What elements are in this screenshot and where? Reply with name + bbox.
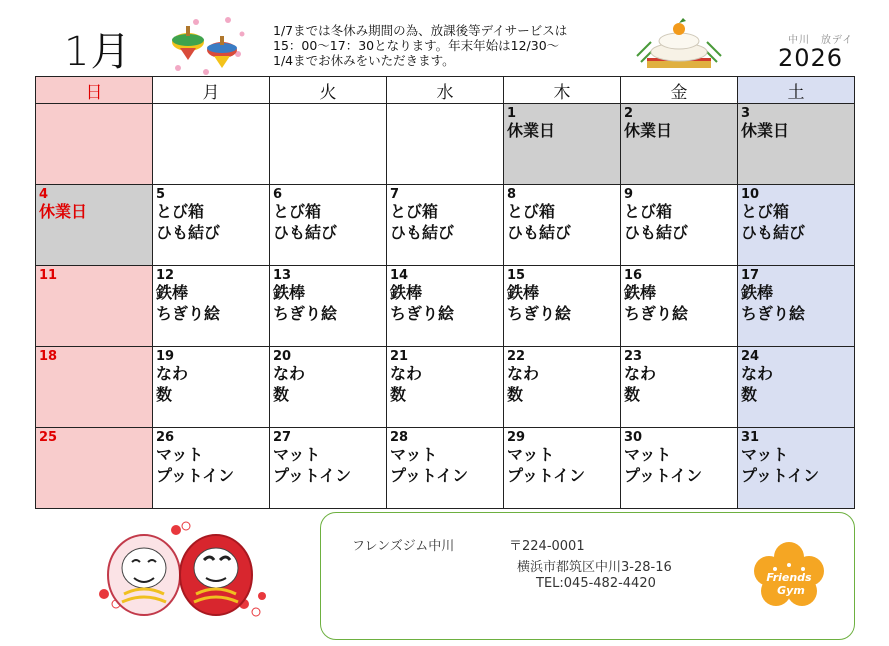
day-number: 23 bbox=[624, 349, 643, 364]
activity-label: マット bbox=[741, 445, 789, 464]
subtitle: 中川 放デイ bbox=[788, 35, 854, 46]
activity-label: 鉄棒 bbox=[390, 283, 423, 302]
spinning-tops-icon bbox=[166, 14, 250, 76]
day-number: 12 bbox=[156, 268, 175, 283]
activity-label: ちぎり絵 bbox=[624, 304, 689, 323]
kagami-mochi-icon bbox=[633, 12, 725, 74]
day-number: 14 bbox=[390, 268, 409, 283]
contact-info-box bbox=[320, 512, 855, 640]
calendar-day-cell bbox=[504, 347, 621, 428]
activity-label: 数 bbox=[507, 385, 524, 404]
calendar-day-cell bbox=[504, 266, 621, 347]
activity-label: 数 bbox=[624, 385, 641, 404]
calendar-day-cell bbox=[504, 428, 621, 509]
day-number: 29 bbox=[507, 430, 526, 445]
activity-label: プットイン bbox=[390, 466, 469, 485]
day-number: 8 bbox=[507, 187, 517, 202]
day-number: 3 bbox=[741, 106, 751, 121]
activity-label: ひも結び bbox=[507, 223, 572, 242]
weekday-mon: 月 bbox=[153, 77, 270, 104]
activity-label: マット bbox=[273, 445, 321, 464]
logo-text-friends: Friends bbox=[766, 571, 812, 584]
calendar-day-cell bbox=[504, 185, 621, 266]
activity-label: とび箱 bbox=[273, 202, 322, 221]
calendar-day-cell bbox=[738, 104, 855, 185]
calendar-day-cell bbox=[738, 266, 855, 347]
day-number: 28 bbox=[390, 430, 409, 445]
calendar-day-cell bbox=[36, 347, 153, 428]
activity-label: マット bbox=[507, 445, 555, 464]
day-number: 30 bbox=[624, 430, 643, 445]
day-number: 21 bbox=[390, 349, 409, 364]
closed-label: 休業日 bbox=[741, 121, 790, 140]
day-number: 19 bbox=[156, 349, 175, 364]
daruma-icon bbox=[94, 520, 269, 620]
day-number: 1 bbox=[507, 106, 517, 121]
calendar-day-cell bbox=[36, 266, 153, 347]
activity-label: なわ bbox=[624, 364, 657, 383]
day-number: 10 bbox=[741, 187, 760, 202]
activity-label: プットイン bbox=[507, 466, 586, 485]
address: 横浜市都筑区中川3-28-16 bbox=[517, 560, 672, 575]
activity-label: ちぎり絵 bbox=[741, 304, 806, 323]
activity-label: マット bbox=[624, 445, 672, 464]
activity-label: ちぎり絵 bbox=[156, 304, 221, 323]
calendar-day-cell bbox=[621, 104, 738, 185]
day-number: 31 bbox=[741, 430, 760, 445]
calendar-day-cell bbox=[270, 266, 387, 347]
calendar-day-cell bbox=[270, 347, 387, 428]
calendar-day-cell bbox=[270, 104, 387, 185]
weekday-thu: 木 bbox=[504, 77, 621, 104]
calendar-day-cell bbox=[36, 104, 153, 185]
activity-label: とび箱 bbox=[624, 202, 673, 221]
day-number: 17 bbox=[741, 268, 760, 283]
calendar-day-cell bbox=[270, 185, 387, 266]
activity-label: プットイン bbox=[273, 466, 352, 485]
calendar-day-cell bbox=[153, 347, 270, 428]
activity-label: なわ bbox=[156, 364, 189, 383]
activity-label: 鉄棒 bbox=[741, 283, 774, 302]
calendar-day-cell bbox=[36, 185, 153, 266]
weekday-fri: 金 bbox=[621, 77, 738, 104]
year: 2026 bbox=[778, 44, 844, 72]
day-number: 7 bbox=[390, 187, 400, 202]
day-number: 18 bbox=[39, 349, 58, 364]
activity-label: 数 bbox=[156, 385, 173, 404]
activity-label: 鉄棒 bbox=[507, 283, 540, 302]
calendar-table bbox=[35, 76, 855, 509]
activity-label: 鉄棒 bbox=[624, 283, 657, 302]
calendar-day-cell bbox=[153, 185, 270, 266]
day-number: 5 bbox=[156, 187, 166, 202]
friends-gym-logo bbox=[749, 541, 829, 609]
activity-label: なわ bbox=[507, 364, 540, 383]
weekday-wed: 水 bbox=[387, 77, 504, 104]
activity-label: プットイン bbox=[741, 466, 820, 485]
day-number: 9 bbox=[624, 187, 634, 202]
gym-name: フレンズジム中川 bbox=[352, 539, 455, 554]
closed-label: 休業日 bbox=[39, 202, 88, 221]
activity-label: なわ bbox=[741, 364, 774, 383]
activity-label: ひも結び bbox=[156, 223, 221, 242]
activity-label: ちぎり絵 bbox=[507, 304, 572, 323]
calendar-day-cell bbox=[153, 104, 270, 185]
activity-label: ひも結び bbox=[741, 223, 806, 242]
day-number: 22 bbox=[507, 349, 526, 364]
telephone: TEL:045-482-4420 bbox=[536, 576, 656, 591]
logo-text-gym: Gym bbox=[777, 584, 805, 597]
calendar-day-cell bbox=[504, 104, 621, 185]
weekday-header-row bbox=[36, 77, 855, 104]
day-number: 26 bbox=[156, 430, 175, 445]
weekday-tue: 火 bbox=[270, 77, 387, 104]
calendar-day-cell bbox=[738, 185, 855, 266]
activity-label: マット bbox=[390, 445, 438, 464]
activity-label: とび箱 bbox=[390, 202, 439, 221]
calendar-day-cell bbox=[270, 428, 387, 509]
activity-label: プットイン bbox=[624, 466, 703, 485]
calendar-day-cell bbox=[387, 185, 504, 266]
day-number: 25 bbox=[39, 430, 58, 445]
activity-label: 数 bbox=[390, 385, 407, 404]
activity-label: マット bbox=[156, 445, 204, 464]
day-number: 16 bbox=[624, 268, 643, 283]
closed-label: 休業日 bbox=[624, 121, 673, 140]
activity-label: ひも結び bbox=[273, 223, 338, 242]
calendar-week-row bbox=[36, 428, 855, 509]
closed-label: 休業日 bbox=[507, 121, 556, 140]
activity-label: プットイン bbox=[156, 466, 235, 485]
day-number: 20 bbox=[273, 349, 292, 364]
calendar-day-cell bbox=[387, 428, 504, 509]
calendar-week-row bbox=[36, 185, 855, 266]
day-number: 24 bbox=[741, 349, 760, 364]
activity-label: 鉄棒 bbox=[273, 283, 306, 302]
activity-label: 鉄棒 bbox=[156, 283, 189, 302]
calendar-day-cell bbox=[738, 428, 855, 509]
activity-label: 数 bbox=[273, 385, 290, 404]
activity-label: 数 bbox=[741, 385, 758, 404]
day-number: 2 bbox=[624, 106, 634, 121]
day-number: 4 bbox=[39, 187, 49, 202]
day-number: 11 bbox=[39, 268, 58, 283]
calendar-day-cell bbox=[153, 266, 270, 347]
calendar-day-cell bbox=[621, 428, 738, 509]
activity-label: とび箱 bbox=[741, 202, 790, 221]
notice-text: 1/7までは冬休み期間の為、放課後等デイサービスは 15：00～17：30となります。年末年始は12/30～ 1/4までお休みをいただきます。 bbox=[273, 23, 568, 68]
calendar-day-cell bbox=[387, 104, 504, 185]
calendar-day-cell bbox=[387, 347, 504, 428]
calendar-day-cell bbox=[621, 347, 738, 428]
activity-label: なわ bbox=[390, 364, 423, 383]
calendar-week-row bbox=[36, 347, 855, 428]
activity-label: とび箱 bbox=[156, 202, 205, 221]
weekday-sun: 日 bbox=[36, 77, 153, 104]
activity-label: ひも結び bbox=[624, 223, 689, 242]
postal-code: 〒224-0001 bbox=[509, 539, 585, 554]
day-number: 13 bbox=[273, 268, 292, 283]
calendar-day-cell bbox=[387, 266, 504, 347]
calendar-day-cell bbox=[153, 428, 270, 509]
calendar-week-row bbox=[36, 266, 855, 347]
calendar-day-cell bbox=[621, 266, 738, 347]
calendar-day-cell bbox=[36, 428, 153, 509]
activity-label: ひも結び bbox=[390, 223, 455, 242]
activity-label: ちぎり絵 bbox=[390, 304, 455, 323]
day-number: 27 bbox=[273, 430, 292, 445]
activity-label: ちぎり絵 bbox=[273, 304, 338, 323]
calendar-day-cell bbox=[621, 185, 738, 266]
activity-label: なわ bbox=[273, 364, 306, 383]
weekday-sat: 土 bbox=[738, 77, 855, 104]
day-number: 6 bbox=[273, 187, 283, 202]
calendar-day-cell bbox=[738, 347, 855, 428]
calendar-week-row bbox=[36, 104, 855, 185]
day-number: 15 bbox=[507, 268, 526, 283]
month-title: 1月 bbox=[64, 29, 132, 75]
activity-label: とび箱 bbox=[507, 202, 556, 221]
